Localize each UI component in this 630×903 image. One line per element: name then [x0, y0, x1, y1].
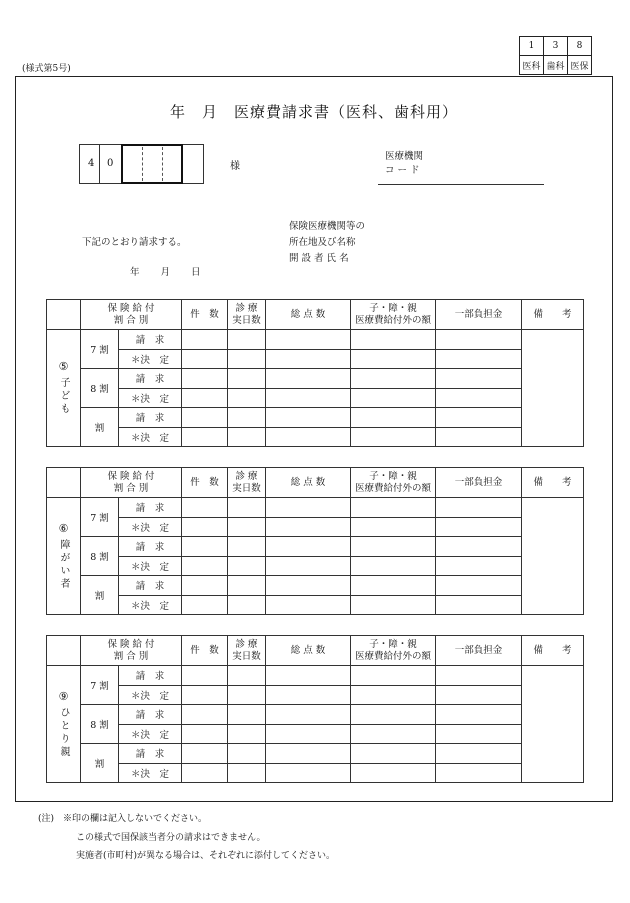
- table-row: [47, 369, 584, 389]
- entry-cell[interactable]: [351, 724, 436, 744]
- decision-label: ＊決 定: [119, 685, 182, 705]
- entry-cell[interactable]: [228, 724, 266, 744]
- claim-table: [46, 467, 584, 615]
- entry-cell[interactable]: [436, 388, 522, 408]
- header-count: 件 数: [182, 636, 228, 666]
- table-row: [47, 685, 584, 705]
- table-row: [47, 330, 584, 350]
- number-divider: [99, 145, 100, 183]
- remarks-cell[interactable]: [522, 330, 584, 447]
- request-label: 請 求: [119, 666, 182, 686]
- entry-cell[interactable]: [436, 517, 522, 537]
- group-label: ⑥ 障がい者: [47, 498, 81, 615]
- header-partial: 一部負担金: [436, 636, 522, 666]
- entry-cell[interactable]: [266, 685, 351, 705]
- claim-table: [46, 635, 584, 783]
- code-box: [519, 36, 592, 75]
- claim-table: [46, 299, 584, 447]
- honorific-label: 様: [230, 161, 240, 172]
- entry-cell[interactable]: [436, 685, 522, 705]
- note-line: ※印の欄は記入しないでください。: [63, 814, 208, 824]
- entry-cell[interactable]: [436, 576, 522, 596]
- entry-cell[interactable]: [228, 666, 266, 686]
- code-label: 医保: [568, 56, 592, 75]
- table-row: [47, 744, 584, 764]
- entry-cell[interactable]: [182, 724, 228, 744]
- table-row: [47, 705, 584, 725]
- entry-cell[interactable]: [351, 537, 436, 557]
- entry-cell[interactable]: [182, 705, 228, 725]
- request-label: 請 求: [119, 498, 182, 518]
- entry-cell[interactable]: [266, 556, 351, 576]
- header-points: 総 点 数: [266, 300, 351, 330]
- entry-cell[interactable]: [351, 763, 436, 783]
- table-row: [47, 595, 584, 615]
- request-statement: 下記のとおり請求する。: [82, 237, 187, 248]
- entry-cell[interactable]: [228, 763, 266, 783]
- entry-cell[interactable]: [228, 369, 266, 389]
- header-days: 診 療 実日数: [228, 636, 266, 666]
- number-prefix-digit: 0: [107, 158, 114, 169]
- rate-label: 7 割: [81, 330, 119, 369]
- request-label: 請 求: [119, 744, 182, 764]
- entry-cell[interactable]: [436, 666, 522, 686]
- entry-cell[interactable]: [228, 556, 266, 576]
- entry-cell[interactable]: [266, 595, 351, 615]
- entry-cell[interactable]: [436, 427, 522, 447]
- entry-cell[interactable]: [182, 537, 228, 557]
- entry-cell[interactable]: [351, 498, 436, 518]
- address-label: 保険医療機関等の: [289, 221, 366, 232]
- request-label: 請 求: [119, 705, 182, 725]
- table-row: [47, 517, 584, 537]
- rate-label: 8 割: [81, 537, 119, 576]
- table-header-row: [47, 636, 584, 666]
- rate-label: 割: [81, 408, 119, 447]
- address-block: [289, 219, 365, 267]
- entry-cell[interactable]: [351, 705, 436, 725]
- entry-cell[interactable]: [228, 330, 266, 350]
- entry-cell[interactable]: [228, 595, 266, 615]
- entry-cell[interactable]: [228, 427, 266, 447]
- table-row: [47, 556, 584, 576]
- header-days: 診 療 実日数: [228, 468, 266, 498]
- entry-cell[interactable]: [266, 576, 351, 596]
- entry-cell[interactable]: [266, 408, 351, 428]
- entry-cell[interactable]: [436, 408, 522, 428]
- remarks-cell[interactable]: [522, 666, 584, 783]
- page-title: 年 月 医療費請求書（医科、歯科用）: [169, 103, 458, 121]
- entry-cell[interactable]: [228, 685, 266, 705]
- entry-cell[interactable]: [266, 498, 351, 518]
- header-child: 子・障・親 医療費給付外の額: [351, 300, 436, 330]
- entry-cell[interactable]: [228, 388, 266, 408]
- header-remarks: 備 考: [522, 468, 584, 498]
- address-label: 所在地及び名称: [289, 237, 356, 248]
- rate-label: 割: [81, 576, 119, 615]
- header-child: 子・障・親 医療費給付外の額: [351, 468, 436, 498]
- code-digit: 8: [568, 37, 592, 56]
- decision-label: ＊決 定: [119, 388, 182, 408]
- entry-cell[interactable]: [228, 498, 266, 518]
- table-row: [47, 427, 584, 447]
- code-label: 医科: [520, 56, 544, 75]
- entry-cell[interactable]: [182, 349, 228, 369]
- table-row: [47, 408, 584, 428]
- entry-cell[interactable]: [351, 349, 436, 369]
- header-child: 子・障・親 医療費給付外の額: [351, 636, 436, 666]
- header-partial: 一部負担金: [436, 300, 522, 330]
- entry-cell[interactable]: [351, 685, 436, 705]
- entry-cell[interactable]: [228, 517, 266, 537]
- code-digit: 1: [520, 37, 544, 56]
- entry-cell[interactable]: [266, 705, 351, 725]
- decision-label: ＊決 定: [119, 427, 182, 447]
- table-row: [47, 388, 584, 408]
- entry-cell[interactable]: [182, 498, 228, 518]
- notes-label: (注): [38, 814, 55, 824]
- entry-cell[interactable]: [351, 666, 436, 686]
- table-header-row: [47, 468, 584, 498]
- header-insurance: 保 険 給 付 割 合 別: [81, 636, 182, 666]
- entry-cell[interactable]: [182, 556, 228, 576]
- decision-label: ＊決 定: [119, 763, 182, 783]
- form-number-label: (様式第5号): [22, 64, 71, 74]
- table-row: [47, 498, 584, 518]
- table-header-row: [47, 300, 584, 330]
- rate-label: 8 割: [81, 369, 119, 408]
- entry-cell[interactable]: [182, 763, 228, 783]
- entry-cell[interactable]: [351, 744, 436, 764]
- table-row: [47, 763, 584, 783]
- entry-cell[interactable]: [266, 537, 351, 557]
- header-insurance: 保 険 給 付 割 合 別: [81, 300, 182, 330]
- decision-label: ＊決 定: [119, 349, 182, 369]
- number-entry-box[interactable]: [121, 144, 183, 184]
- table-row: [47, 724, 584, 744]
- entry-cell[interactable]: [351, 330, 436, 350]
- entry-cell[interactable]: [436, 369, 522, 389]
- entry-cell[interactable]: [436, 498, 522, 518]
- entry-cell[interactable]: [228, 537, 266, 557]
- header-points: 総 点 数: [266, 468, 351, 498]
- group-label: ⑨ ひとり親: [47, 666, 81, 783]
- header-count: 件 数: [182, 300, 228, 330]
- medical-code-field[interactable]: [378, 184, 544, 185]
- entry-cell[interactable]: [228, 744, 266, 764]
- entry-cell[interactable]: [182, 685, 228, 705]
- header-blank: [47, 300, 81, 330]
- number-prefix-digit: 4: [88, 158, 95, 169]
- notes: [38, 810, 335, 866]
- entry-cell[interactable]: [436, 349, 522, 369]
- entry-cell[interactable]: [182, 427, 228, 447]
- entry-cell[interactable]: [351, 517, 436, 537]
- entry-cell[interactable]: [228, 349, 266, 369]
- rate-label: 7 割: [81, 666, 119, 705]
- entry-cell[interactable]: [182, 517, 228, 537]
- entry-cell[interactable]: [351, 388, 436, 408]
- number-divider: [162, 147, 163, 181]
- header-days: 診 療 実日数: [228, 300, 266, 330]
- entry-cell[interactable]: [436, 330, 522, 350]
- header-count: 件 数: [182, 468, 228, 498]
- decision-label: ＊決 定: [119, 556, 182, 576]
- group-label: ⑤ 子ども: [47, 330, 81, 447]
- code-label: 歯科: [544, 56, 568, 75]
- entry-cell[interactable]: [436, 595, 522, 615]
- entry-cell[interactable]: [266, 666, 351, 686]
- note-line: この様式で国保該当者分の請求はできません。: [76, 832, 266, 843]
- entry-cell[interactable]: [266, 349, 351, 369]
- entry-cell[interactable]: [182, 330, 228, 350]
- entry-cell[interactable]: [266, 517, 351, 537]
- remarks-cell[interactable]: [522, 498, 584, 615]
- header-remarks: 備 考: [522, 300, 584, 330]
- entry-cell[interactable]: [266, 427, 351, 447]
- medical-code-line: 医療機関: [385, 151, 424, 162]
- date-line: 年 月 日: [130, 267, 201, 278]
- entry-cell[interactable]: [182, 595, 228, 615]
- table-row: [47, 349, 584, 369]
- rate-label: 7 割: [81, 498, 119, 537]
- note-line: 実施者(市町村)が異なる場合は、それぞれに添付してください。: [76, 851, 336, 861]
- entry-cell[interactable]: [436, 537, 522, 557]
- entry-cell[interactable]: [266, 388, 351, 408]
- code-digit: 3: [544, 37, 568, 56]
- recipient-number-box[interactable]: [79, 144, 204, 184]
- request-label: 請 求: [119, 330, 182, 350]
- entry-cell[interactable]: [436, 556, 522, 576]
- entry-cell[interactable]: [182, 576, 228, 596]
- entry-cell[interactable]: [182, 388, 228, 408]
- decision-label: ＊決 定: [119, 724, 182, 744]
- entry-cell[interactable]: [351, 369, 436, 389]
- entry-cell[interactable]: [351, 556, 436, 576]
- entry-cell[interactable]: [228, 705, 266, 725]
- table-row: [47, 666, 584, 686]
- entry-cell[interactable]: [228, 576, 266, 596]
- entry-cell[interactable]: [351, 576, 436, 596]
- medical-code-line: コ ー ド: [385, 165, 420, 176]
- request-label: 請 求: [119, 576, 182, 596]
- entry-cell[interactable]: [436, 705, 522, 725]
- entry-cell[interactable]: [182, 408, 228, 428]
- rate-label: 割: [81, 744, 119, 783]
- entry-cell[interactable]: [436, 724, 522, 744]
- rate-label: 8 割: [81, 705, 119, 744]
- entry-cell[interactable]: [266, 724, 351, 744]
- table-row: [47, 537, 584, 557]
- header-blank: [47, 636, 81, 666]
- entry-cell[interactable]: [351, 408, 436, 428]
- request-label: 請 求: [119, 537, 182, 557]
- entry-cell[interactable]: [351, 427, 436, 447]
- address-label: 開 設 者 氏 名: [289, 253, 349, 264]
- medical-code-label: [385, 150, 423, 178]
- entry-cell[interactable]: [436, 763, 522, 783]
- request-label: 請 求: [119, 369, 182, 389]
- entry-cell[interactable]: [228, 408, 266, 428]
- entry-cell[interactable]: [182, 369, 228, 389]
- header-points: 総 点 数: [266, 636, 351, 666]
- request-label: 請 求: [119, 408, 182, 428]
- entry-cell[interactable]: [182, 744, 228, 764]
- entry-cell[interactable]: [182, 666, 228, 686]
- header-blank: [47, 468, 81, 498]
- entry-cell[interactable]: [351, 595, 436, 615]
- header-partial: 一部負担金: [436, 468, 522, 498]
- entry-cell[interactable]: [436, 744, 522, 764]
- decision-label: ＊決 定: [119, 595, 182, 615]
- header-insurance: 保 険 給 付 割 合 別: [81, 468, 182, 498]
- entry-cell[interactable]: [266, 330, 351, 350]
- number-divider: [142, 147, 143, 181]
- entry-cell[interactable]: [266, 744, 351, 764]
- header-remarks: 備 考: [522, 636, 584, 666]
- decision-label: ＊決 定: [119, 517, 182, 537]
- entry-cell[interactable]: [266, 763, 351, 783]
- entry-cell[interactable]: [266, 369, 351, 389]
- table-row: [47, 576, 584, 596]
